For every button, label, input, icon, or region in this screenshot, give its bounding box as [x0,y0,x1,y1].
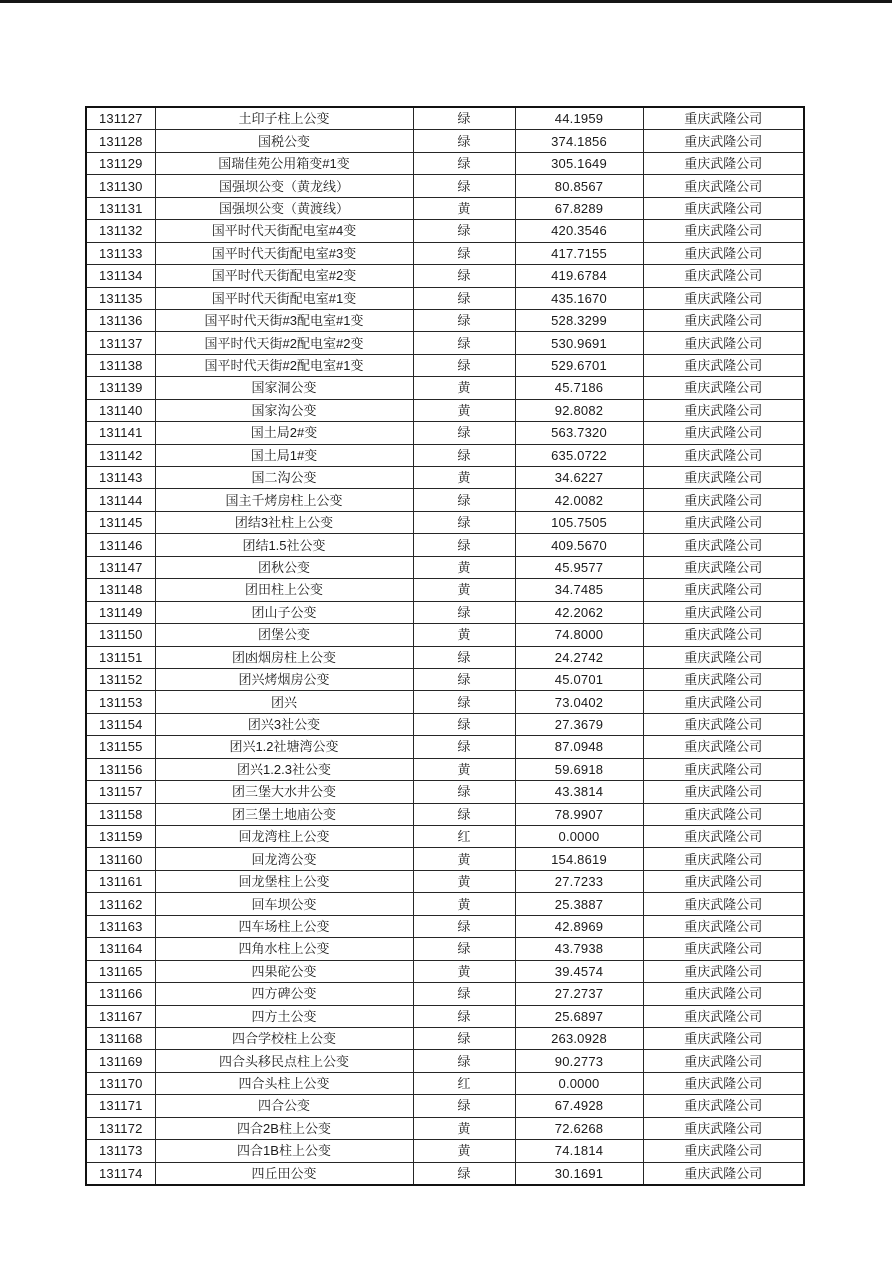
cell-company: 重庆武隆公司 [643,983,804,1005]
table-row [86,826,804,848]
cell-company: 重庆武隆公司 [643,691,804,713]
table-row [86,107,804,130]
cell-status: 黄 [413,197,515,219]
table-row [86,601,804,623]
cell-id: 131131 [86,197,155,219]
table-row [86,556,804,578]
cell-value: 27.7233 [515,870,643,892]
cell-id: 131141 [86,422,155,444]
cell-id: 131161 [86,870,155,892]
table-row [86,736,804,758]
cell-value: 529.6701 [515,354,643,376]
cell-company: 重庆武隆公司 [643,893,804,915]
cell-company: 重庆武隆公司 [643,803,804,825]
cell-company: 重庆武隆公司 [643,1072,804,1094]
cell-id: 131150 [86,624,155,646]
cell-status: 绿 [413,511,515,533]
table-row [86,1072,804,1094]
cell-value: 44.1959 [515,107,643,130]
table-row [86,1005,804,1027]
cell-company: 重庆武隆公司 [643,107,804,130]
cell-id: 131158 [86,803,155,825]
table-row [86,1117,804,1139]
cell-name: 四合头移民点柱上公变 [155,1050,413,1072]
cell-id: 131153 [86,691,155,713]
cell-company: 重庆武隆公司 [643,287,804,309]
cell-id: 131132 [86,220,155,242]
cell-value: 43.7938 [515,938,643,960]
cell-name: 国土局2#变 [155,422,413,444]
cell-value: 27.2737 [515,983,643,1005]
table-row [86,1140,804,1162]
cell-value: 42.2062 [515,601,643,623]
table-row [86,938,804,960]
cell-company: 重庆武隆公司 [643,646,804,668]
cell-name: 国平时代天街配电室#4变 [155,220,413,242]
cell-value: 80.8567 [515,175,643,197]
cell-company: 重庆武隆公司 [643,130,804,152]
cell-status: 黄 [413,556,515,578]
cell-value: 78.9907 [515,803,643,825]
cell-id: 131169 [86,1050,155,1072]
table-row [86,848,804,870]
cell-status: 绿 [413,309,515,331]
cell-status: 黄 [413,758,515,780]
cell-name: 团结3社柱上公变 [155,511,413,533]
cell-id: 131156 [86,758,155,780]
cell-id: 131128 [86,130,155,152]
table-row [86,152,804,174]
cell-id: 131137 [86,332,155,354]
transformer-data-table [85,106,805,1186]
table-row [86,915,804,937]
cell-value: 45.7186 [515,377,643,399]
cell-id: 131174 [86,1162,155,1185]
cell-name: 国平时代天街#2配电室#1变 [155,354,413,376]
cell-status: 黄 [413,377,515,399]
cell-name: 四合学校柱上公变 [155,1027,413,1049]
cell-company: 重庆武隆公司 [643,444,804,466]
table-row [86,511,804,533]
table-row [86,242,804,264]
cell-id: 131167 [86,1005,155,1027]
cell-company: 重庆武隆公司 [643,1095,804,1117]
cell-company: 重庆武隆公司 [643,197,804,219]
cell-name: 团兴1.2社塘湾公变 [155,736,413,758]
cell-company: 重庆武隆公司 [643,938,804,960]
cell-value: 67.8289 [515,197,643,219]
cell-name: 四方碑公变 [155,983,413,1005]
table-row [86,422,804,444]
cell-status: 绿 [413,713,515,735]
cell-name: 国瑞佳苑公用箱变#1变 [155,152,413,174]
cell-id: 131143 [86,467,155,489]
cell-status: 绿 [413,242,515,264]
table-row [86,691,804,713]
cell-id: 131142 [86,444,155,466]
cell-status: 绿 [413,983,515,1005]
table-row [86,197,804,219]
table-row [86,624,804,646]
cell-id: 131165 [86,960,155,982]
cell-company: 重庆武隆公司 [643,175,804,197]
cell-name: 国强坝公变（黄渡线） [155,197,413,219]
cell-id: 131163 [86,915,155,937]
table-row [86,354,804,376]
cell-company: 重庆武隆公司 [643,915,804,937]
cell-name: 国平时代天街#3配电室#1变 [155,309,413,331]
table-row [86,1050,804,1072]
cell-id: 131171 [86,1095,155,1117]
table-row [86,534,804,556]
cell-id: 131173 [86,1140,155,1162]
table-row [86,668,804,690]
cell-id: 131145 [86,511,155,533]
cell-company: 重庆武隆公司 [643,1117,804,1139]
cell-status: 绿 [413,803,515,825]
cell-value: 27.3679 [515,713,643,735]
cell-company: 重庆武隆公司 [643,624,804,646]
cell-status: 绿 [413,1050,515,1072]
cell-value: 417.7155 [515,242,643,264]
cell-status: 绿 [413,175,515,197]
cell-name: 团三堡大水井公变 [155,781,413,803]
cell-status: 绿 [413,1005,515,1027]
cell-value: 90.2773 [515,1050,643,1072]
table-row [86,1095,804,1117]
cell-company: 重庆武隆公司 [643,511,804,533]
cell-status: 绿 [413,489,515,511]
cell-company: 重庆武隆公司 [643,242,804,264]
cell-status: 绿 [413,354,515,376]
cell-name: 团堡公变 [155,624,413,646]
cell-value: 154.8619 [515,848,643,870]
cell-id: 131159 [86,826,155,848]
cell-name: 四合头柱上公变 [155,1072,413,1094]
cell-status: 红 [413,1072,515,1094]
cell-name: 回车坝公变 [155,893,413,915]
table-row [86,713,804,735]
table-row [86,579,804,601]
cell-value: 45.0701 [515,668,643,690]
cell-company: 重庆武隆公司 [643,556,804,578]
cell-name: 团三堡土地庙公变 [155,803,413,825]
table-row [86,287,804,309]
cell-status: 绿 [413,646,515,668]
cell-name: 国平时代天街配电室#2变 [155,265,413,287]
cell-status: 黄 [413,399,515,421]
cell-company: 重庆武隆公司 [643,758,804,780]
cell-status: 绿 [413,601,515,623]
cell-company: 重庆武隆公司 [643,1005,804,1027]
cell-value: 74.8000 [515,624,643,646]
cell-name: 四方土公变 [155,1005,413,1027]
cell-name: 国税公变 [155,130,413,152]
cell-value: 563.7320 [515,422,643,444]
cell-value: 42.8969 [515,915,643,937]
cell-company: 重庆武隆公司 [643,489,804,511]
cell-id: 131148 [86,579,155,601]
cell-status: 绿 [413,332,515,354]
cell-id: 131135 [86,287,155,309]
cell-status: 绿 [413,781,515,803]
cell-status: 黄 [413,467,515,489]
cell-value: 0.0000 [515,826,643,848]
cell-id: 131151 [86,646,155,668]
cell-name: 国强坝公变（黄龙线） [155,175,413,197]
table-row [86,175,804,197]
cell-value: 34.7485 [515,579,643,601]
cell-company: 重庆武隆公司 [643,781,804,803]
cell-status: 绿 [413,1095,515,1117]
cell-status: 黄 [413,624,515,646]
cell-company: 重庆武隆公司 [643,713,804,735]
cell-company: 重庆武隆公司 [643,399,804,421]
cell-company: 重庆武隆公司 [643,332,804,354]
table-row [86,960,804,982]
cell-status: 黄 [413,870,515,892]
cell-company: 重庆武隆公司 [643,534,804,556]
cell-id: 131170 [86,1072,155,1094]
cell-value: 34.6227 [515,467,643,489]
cell-value: 42.0082 [515,489,643,511]
cell-id: 131164 [86,938,155,960]
cell-company: 重庆武隆公司 [643,579,804,601]
table-row [86,646,804,668]
cell-value: 39.4574 [515,960,643,982]
cell-id: 131172 [86,1117,155,1139]
cell-value: 374.1856 [515,130,643,152]
cell-name: 回龙湾柱上公变 [155,826,413,848]
cell-status: 绿 [413,287,515,309]
cell-id: 131155 [86,736,155,758]
cell-id: 131160 [86,848,155,870]
cell-name: 国主千烤房柱上公变 [155,489,413,511]
cell-company: 重庆武隆公司 [643,870,804,892]
table-row [86,893,804,915]
cell-status: 绿 [413,668,515,690]
cell-name: 团秋公变 [155,556,413,578]
cell-company: 重庆武隆公司 [643,1162,804,1185]
cell-id: 131133 [86,242,155,264]
table-row [86,1162,804,1185]
table-row [86,758,804,780]
cell-name: 团兴3社公变 [155,713,413,735]
cell-value: 105.7505 [515,511,643,533]
cell-value: 72.6268 [515,1117,643,1139]
cell-name: 四合1B柱上公变 [155,1140,413,1162]
cell-name: 国家洞公变 [155,377,413,399]
cell-name: 团兴烤烟房公变 [155,668,413,690]
cell-name: 国二沟公变 [155,467,413,489]
table-row [86,309,804,331]
table-row [86,377,804,399]
cell-status: 绿 [413,534,515,556]
cell-status: 绿 [413,691,515,713]
cell-name: 国家沟公变 [155,399,413,421]
cell-id: 131147 [86,556,155,578]
cell-name: 团结1.5社公变 [155,534,413,556]
table-body [86,107,804,1185]
cell-status: 黄 [413,848,515,870]
cell-company: 重庆武隆公司 [643,377,804,399]
cell-name: 团山子公变 [155,601,413,623]
cell-id: 131162 [86,893,155,915]
cell-company: 重庆武隆公司 [643,309,804,331]
cell-id: 131134 [86,265,155,287]
cell-company: 重庆武隆公司 [643,1027,804,1049]
table-row [86,870,804,892]
cell-value: 24.2742 [515,646,643,668]
cell-value: 263.0928 [515,1027,643,1049]
cell-value: 419.6784 [515,265,643,287]
table-row [86,130,804,152]
cell-id: 131168 [86,1027,155,1049]
cell-company: 重庆武隆公司 [643,265,804,287]
cell-status: 绿 [413,1027,515,1049]
cell-id: 131146 [86,534,155,556]
table-row [86,1027,804,1049]
cell-name: 团田柱上公变 [155,579,413,601]
cell-status: 黄 [413,1140,515,1162]
cell-value: 0.0000 [515,1072,643,1094]
cell-name: 四车场柱上公变 [155,915,413,937]
table-row [86,332,804,354]
cell-id: 131152 [86,668,155,690]
cell-status: 绿 [413,736,515,758]
cell-id: 131144 [86,489,155,511]
cell-id: 131130 [86,175,155,197]
table-row [86,781,804,803]
cell-value: 73.0402 [515,691,643,713]
cell-status: 黄 [413,893,515,915]
cell-status: 黄 [413,579,515,601]
cell-status: 绿 [413,915,515,937]
cell-company: 重庆武隆公司 [643,960,804,982]
cell-company: 重庆武隆公司 [643,848,804,870]
cell-value: 87.0948 [515,736,643,758]
cell-name: 国平时代天街#2配电室#2变 [155,332,413,354]
table-row [86,489,804,511]
cell-name: 四丘田公变 [155,1162,413,1185]
cell-company: 重庆武隆公司 [643,826,804,848]
cell-value: 635.0722 [515,444,643,466]
cell-name: 回龙湾公变 [155,848,413,870]
cell-status: 绿 [413,130,515,152]
cell-value: 25.6897 [515,1005,643,1027]
table-row [86,399,804,421]
cell-value: 45.9577 [515,556,643,578]
cell-status: 绿 [413,444,515,466]
cell-id: 131154 [86,713,155,735]
cell-status: 绿 [413,220,515,242]
cell-value: 435.1670 [515,287,643,309]
cell-name: 四果砣公变 [155,960,413,982]
cell-status: 红 [413,826,515,848]
cell-status: 黄 [413,960,515,982]
cell-status: 绿 [413,422,515,444]
table-row [86,265,804,287]
cell-id: 131166 [86,983,155,1005]
cell-name: 土印子柱上公变 [155,107,413,130]
table-row [86,803,804,825]
cell-name: 回龙堡柱上公变 [155,870,413,892]
cell-id: 131129 [86,152,155,174]
cell-status: 绿 [413,1162,515,1185]
cell-company: 重庆武隆公司 [643,1050,804,1072]
cell-name: 四合公变 [155,1095,413,1117]
cell-name: 国土局1#变 [155,444,413,466]
cell-status: 绿 [413,938,515,960]
cell-value: 528.3299 [515,309,643,331]
cell-company: 重庆武隆公司 [643,422,804,444]
cell-value: 25.3887 [515,893,643,915]
cell-id: 131139 [86,377,155,399]
table-row [86,220,804,242]
cell-value: 74.1814 [515,1140,643,1162]
cell-name: 团兴1.2.3社公变 [155,758,413,780]
cell-company: 重庆武隆公司 [643,467,804,489]
cell-status: 绿 [413,152,515,174]
cell-status: 绿 [413,265,515,287]
cell-company: 重庆武隆公司 [643,220,804,242]
cell-name: 团兴 [155,691,413,713]
cell-id: 131157 [86,781,155,803]
cell-company: 重庆武隆公司 [643,354,804,376]
cell-id: 131138 [86,354,155,376]
cell-value: 43.3814 [515,781,643,803]
cell-name: 四角水柱上公变 [155,938,413,960]
cell-company: 重庆武隆公司 [643,152,804,174]
cell-value: 30.1691 [515,1162,643,1185]
cell-value: 67.4928 [515,1095,643,1117]
cell-status: 绿 [413,107,515,130]
table-row [86,467,804,489]
cell-company: 重庆武隆公司 [643,601,804,623]
cell-id: 131140 [86,399,155,421]
cell-id: 131127 [86,107,155,130]
table-row [86,444,804,466]
cell-id: 131136 [86,309,155,331]
cell-value: 409.5670 [515,534,643,556]
table-row [86,983,804,1005]
cell-name: 国平时代天街配电室#1变 [155,287,413,309]
cell-name: 国平时代天街配电室#3变 [155,242,413,264]
cell-company: 重庆武隆公司 [643,736,804,758]
cell-value: 305.1649 [515,152,643,174]
cell-company: 重庆武隆公司 [643,668,804,690]
cell-value: 530.9691 [515,332,643,354]
cell-id: 131149 [86,601,155,623]
cell-name: 团凼烟房柱上公变 [155,646,413,668]
cell-status: 黄 [413,1117,515,1139]
top-border-bar [0,0,892,3]
cell-name: 四合2B柱上公变 [155,1117,413,1139]
cell-value: 92.8082 [515,399,643,421]
cell-value: 59.6918 [515,758,643,780]
cell-value: 420.3546 [515,220,643,242]
cell-company: 重庆武隆公司 [643,1140,804,1162]
